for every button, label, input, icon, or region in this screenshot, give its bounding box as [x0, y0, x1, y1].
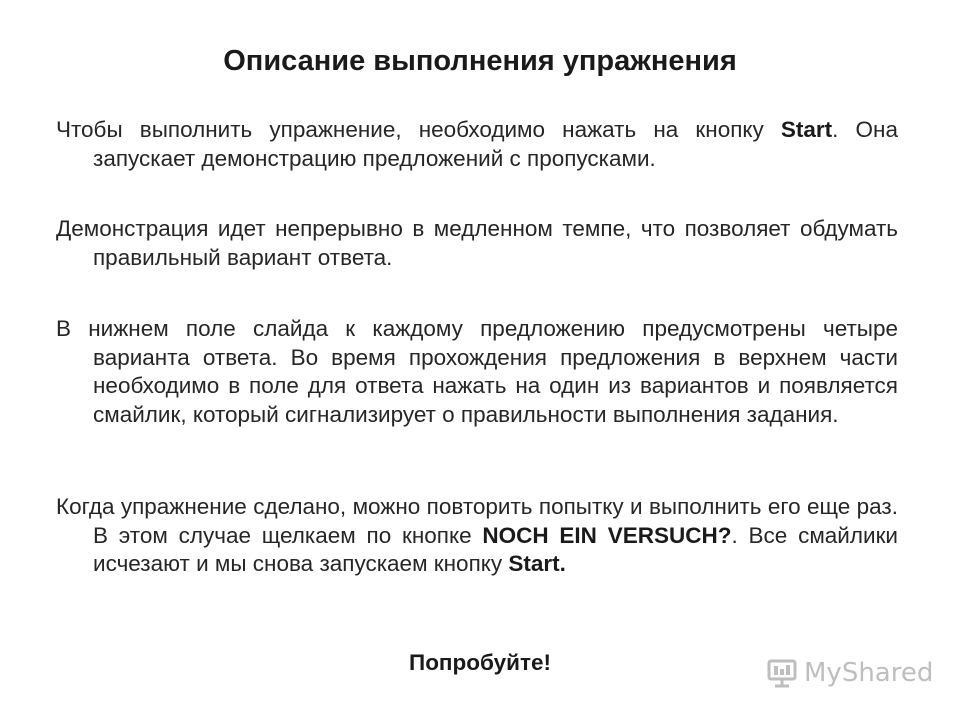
paragraph-answer-options: [56, 315, 898, 429]
slide-title: Описание выполнения упражнения: [223, 45, 737, 77]
paragraph-demonstration: [56, 215, 898, 272]
start-keyword: Start.: [508, 551, 566, 576]
noch-ein-versuch-keyword: NOCH EIN VERSUCH?: [482, 522, 732, 548]
watermark-text: MyShared: [804, 658, 934, 688]
call-to-action: Попробуйте!: [409, 650, 551, 675]
paragraph-retry: [56, 493, 898, 579]
paragraph-start-instructions: [56, 116, 898, 173]
presentation-board-icon: [766, 657, 798, 689]
paragraph-text: В нижнем поле слайда к каждому предложению предусмотрены четыре варианта ответа. Во время прохождения предложения в верхнем части необходимо в поле для ответа нажать на один из вариантов и появляется смайлик, который сигнализирует о правильности выполнения задания.: [56, 316, 898, 427]
paragraph-text: Чтобы выполнить упражнение, необходимо нажать на кнопку: [56, 117, 781, 142]
paragraph-text: . Все смайлики исчезают и мы снова запускаем кнопку: [93, 522, 898, 576]
paragraph-text: . Она запускает демонстрацию предложений с пропусками.: [93, 117, 898, 171]
watermark: [766, 655, 933, 691]
start-keyword: Start: [780, 117, 833, 142]
paragraph-text: Демонстрация идет непрерывно в медленном темпе, что позволяет обдумать правильный вариант ответа.: [56, 216, 898, 270]
paragraph-text: Когда упражнение сделано, можно повторить попытку и выполнить его еще раз. В этом случае щелкаем по кнопке: [56, 494, 898, 548]
